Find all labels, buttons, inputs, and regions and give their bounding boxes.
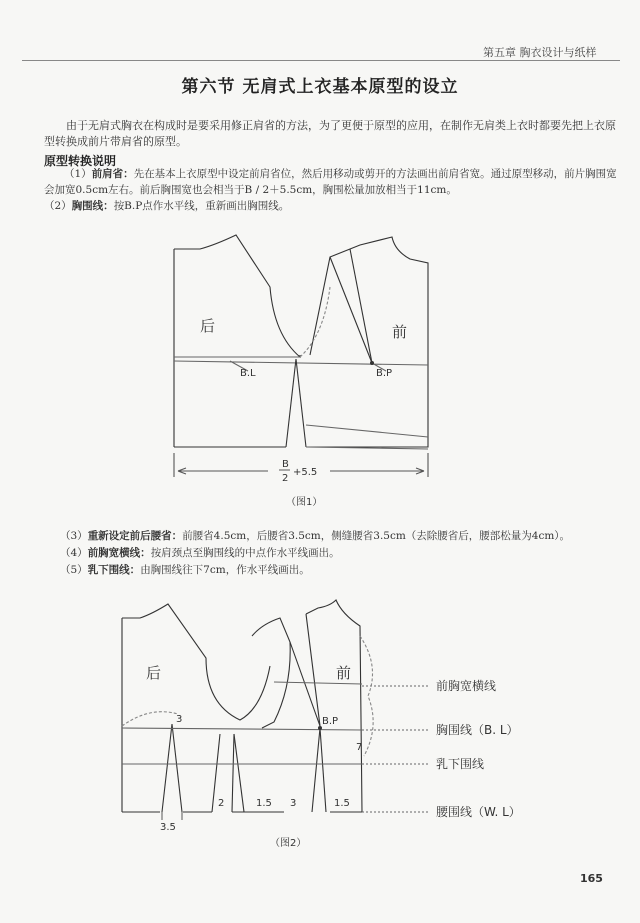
fig2-line-bust: 胸围线（B. L）	[436, 723, 519, 737]
fig1-dim-den: 2	[282, 473, 289, 484]
figure-2	[0, 596, 640, 866]
fig1-bp-label: B.P	[376, 368, 393, 379]
step-3: （3）重新设定前后腰省：前腰省4.5cm，后腰省3.5cm，侧缝腰省3.5cm（去除腰省后，腰部松量为4cm）。	[60, 530, 571, 542]
fig2-bp-label: B.P	[322, 716, 339, 727]
fig2-dart-7: 7	[356, 742, 363, 753]
step-1: （1）前肩省：先在基本上衣原型中设定前肩省位，然后用移动或剪开的方法画出前肩省宽。通过原型移动，前片胸围宽会加宽0.5cm左右。前后胸围宽也会相当于B / 2＋5.5cm，胸围松量加放相当于11cm。	[44, 168, 617, 196]
step-4: （4）前胸宽横线：按肩颈点至胸围线的中点作水平线画出。	[60, 547, 340, 559]
fig2-dart-2: 2	[218, 798, 225, 809]
running-header: 第五章 胸衣设计与纸样	[483, 46, 597, 59]
fig1-bl-label: B.L	[240, 368, 256, 379]
fig2-dart-1-5-b: 1.5	[334, 798, 350, 809]
header-rule	[22, 60, 620, 61]
fig2-caption: （图2）	[270, 838, 307, 849]
fig1-front-label: 前	[392, 323, 408, 341]
page-number: 165	[580, 872, 603, 885]
subsection-heading: 原型转换说明	[44, 154, 117, 168]
fig1-caption: （图1）	[286, 497, 323, 508]
fig2-dart-3-5: 3.5	[160, 822, 176, 833]
step-5: （5）乳下围线：由胸围线往下7cm，作水平线画出。	[60, 564, 310, 576]
fig2-back-label: 后	[146, 664, 162, 682]
intro-text: 由于无肩式胸衣在构成时是要采用修正肩省的方法，为了更便于原型的应用，在制作无肩类上衣时都要先把上衣原型转换成前片带肩省的原型。	[44, 119, 616, 148]
fig2-line-under: 乳下围线	[436, 757, 485, 771]
intro-paragraph	[44, 118, 624, 150]
steps-list-b	[60, 528, 630, 579]
figure-1	[0, 225, 640, 515]
fig2-line-chest: 前胸宽横线	[436, 679, 497, 693]
fig1-dim-num: B	[282, 459, 289, 470]
section-title: 第六节 无肩式上衣基本原型的设立	[181, 77, 459, 97]
fig2-dart-3-b: 3	[290, 798, 297, 809]
fig1-dim-plus: +5.5	[293, 467, 318, 478]
fig2-dart-1-5-a: 1.5	[256, 798, 272, 809]
fig2-line-waist: 腰围线（W. L）	[436, 805, 521, 819]
fig2-front-label: 前	[336, 664, 352, 682]
fig1-back-label: 后	[200, 317, 216, 335]
steps-list-a	[44, 166, 624, 214]
step-2: （2）胸围线：按B.P点作水平线，重新画出胸围线。	[44, 200, 290, 212]
fig2-dart-back-3: 3	[176, 714, 183, 725]
